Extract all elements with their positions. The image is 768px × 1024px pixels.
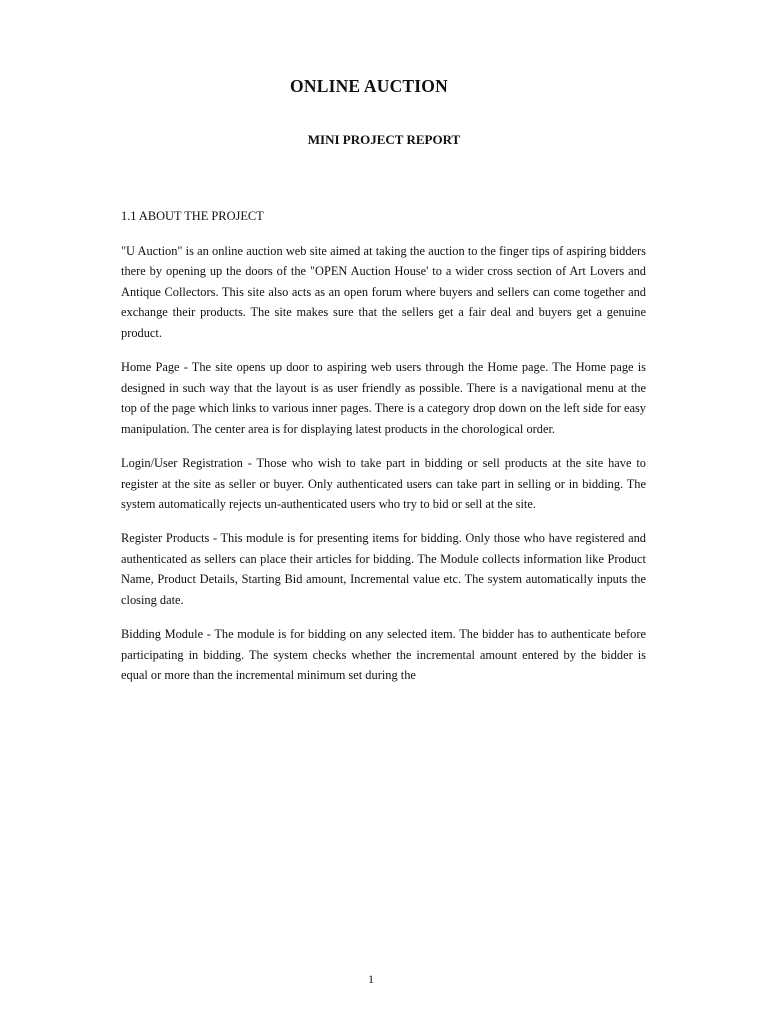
document-title: ONLINE AUCTION <box>290 76 448 96</box>
paragraph-home-page: Home Page - The site opens up door to aspiring web users through the Home page. The Home page is designed in such way that the layout is as user friendly as possible. There is a navigational menu at the top of the page which links to various inner pages. There is a category drop down on the left side for easy manipulation. The center area is for displaying latest products in the chorological order. <box>121 360 646 436</box>
document-subtitle: MINI PROJECT REPORT <box>307 132 461 147</box>
section-heading: 1.1 ABOUT THE PROJECT <box>121 209 264 223</box>
paragraph-login-registration: Login/User Registration - Those who wish to take part in bidding or sell products at the site have to register at the site as seller or buyer. Only authenticated users can take part in selling or in bidding. The system automatically rejects un-authenticated users who try to bid or sell at the site. <box>121 455 646 512</box>
paragraph-register-products: Register Products - This module is for presenting items for bidding. Only those who have registered and authenticated as sellers can place their articles for bidding. The Module collects information like Product Name, Product Details, Starting Bid amount, Incremental value etc. The system automatically inputs the closing date. <box>121 531 646 607</box>
document-body <box>121 206 646 699</box>
paragraph-bidding-module: Bidding Module - The module is for bidding on any selected item. The bidder has to authenticate before participating in bidding. The system checks whether the incremental amount entered by the bidder is equal or more than the incremental minimum set during the <box>121 627 646 683</box>
page-number: 1 <box>368 972 374 986</box>
paragraph-about: "U Auction" is an online auction web site aimed at taking the auction to the finger tips of aspiring bidders there by opening up the doors of the "OPEN Auction House' to a wider cross section of Art Lovers and Antique Collectors. This site also acts as an open forum where buyers and sellers can come together and exchange their products. The site makes sure that the sellers get a fair deal and buyers get a genuine product. <box>121 243 646 340</box>
